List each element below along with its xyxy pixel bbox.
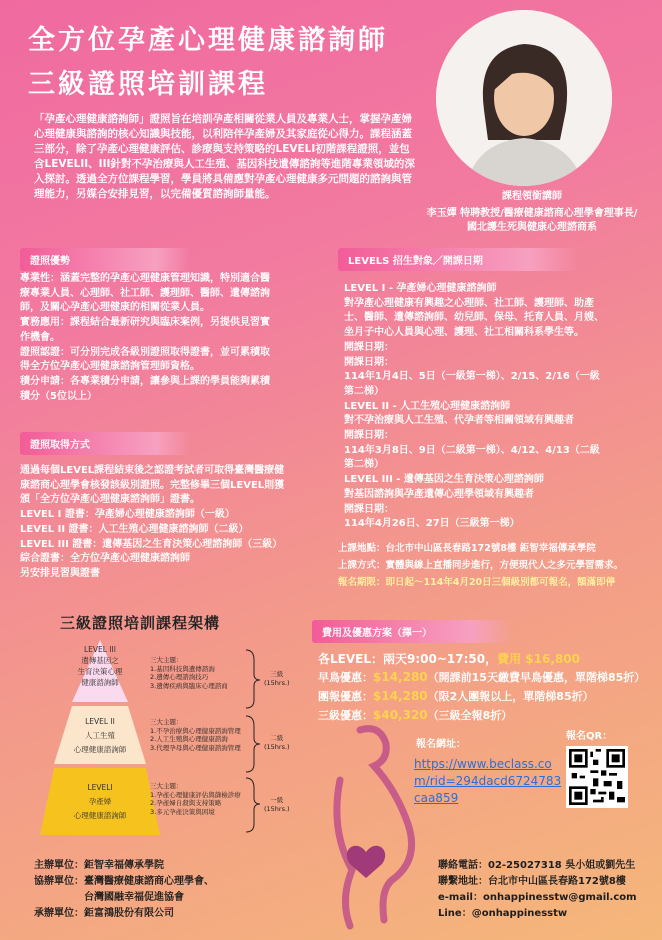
main-title: 全方位孕產心理健康諮詢師 [28, 25, 388, 56]
instructor-name: 李玉嬋 特聘教授/醫療健康諮商心理學會理事長/ [426, 207, 638, 219]
levels-heading: LEVELS 招生對象／開課日期 [338, 248, 578, 271]
register-link[interactable]: https://www.beclass.co m/rid=294dacd6724783 caa859 [414, 757, 562, 805]
qr-label: 報名QR： [566, 731, 613, 742]
pyramid-title: 三級證照培訓課程架構 [60, 614, 221, 632]
portrait-icon [436, 10, 612, 186]
tier-2-hours: 二級 (15hrs.) [264, 734, 290, 751]
pyramid [40, 640, 160, 835]
advantages-heading: 證照優勢 [20, 248, 190, 271]
intro-paragraph: 「孕產心理健康諮詢師」證照旨在培訓孕產相關從業人員及專業人士，掌握孕產婦心理健康與諮詢的核心知識與技能，以利陪伴孕產婦及其家庭從心得力。課程涵蓋三部分，除了孕產心理健康評估、診療與支持策略的LEVELI初階課程證照，並包含LEVELII、III針對不孕治療與人工生殖、基因科技遺傳諮詢等進階專業領域的深入探討。透過全方位課程學習，學員將具備應對孕產心理健康多元問題的諮詢與管理能力，另媒合安排見習，以完備優質諮詢師量能。 [34, 113, 415, 200]
tier-1-label: LEVELI 孕產婦 心理健康諮詢師 [73, 783, 127, 820]
instructor-block [412, 190, 652, 236]
levels-list: LEVEL I - 孕產婦心理健康諮詢師 對孕產心理健康有興趣之心理師、社工師、護理師、助產 士、醫師、遺傳諮詢師、幼兒師、保母、托育人員、月嫂、 坐月子中心人員與心理、護理、社工相關科系學生等。 開課日期： 開課日期： 114年1月4日、5日（一級第一梯）、2/15、2/16（一級 第二梯） LEVEL II - 人工生殖心理健康諮詢師 對不孕治療與人工生殖、代孕者等相關領域有興趣者 開課日期： 114年3月8日、9日（二級第一梯）、4/12、4/13（二級 第二梯） LEVEL III - 遺傳基因之生育決策心理諮詢師 對基因諮詢與孕產遺傳心理學領域有興趣者 開課日期： 114年4月26日、27日（三級第一梯） [344, 283, 604, 530]
sub-title: 三級證照培訓課程 [28, 69, 268, 100]
registration-qr-code[interactable] [566, 746, 628, 808]
register-url-label: 報名網址： [416, 739, 466, 750]
footer-contact: 聯絡電話：02-25027318 吳小姐或劉先生 聯繫地址：台北市中山區長春路172號8樓 e-mail：onhappinesstw@gmail.com Line：@onhappinesstw [438, 860, 637, 919]
instructor-org: 國北護生死與健康心理諮商系 [467, 222, 597, 234]
method-heading: 證照取得方式 [20, 432, 190, 455]
fees-heading: 費用及優惠方案（擇一） [312, 620, 512, 643]
qr-code-icon [569, 749, 625, 805]
fee-line-three-level: 三級優惠：$40,320（三級全報8折） [318, 708, 513, 722]
tier-3-hours: 三級 (15hrs.) [264, 670, 290, 687]
method-list: 通過每個LEVEL課程結束後之認證考試者可取得臺灣醫療健 康諮商心理學會核發該級別證照。完整修畢三個LEVEL則獲 頒「全方位孕產心理健康諮詢師」證書。 LEVEL I 證書：孕產婦心理健康諮詢師（一級） LEVEL II 證書：人工生殖心理健康諮詢師（二級） LEVEL III 證書：遺傳基因之生育決策心理諮詢師（三級） 綜合證書：全方位孕產心理健康諮詢師 另安排見習與證書 [20, 465, 285, 579]
tier-1-bullets: 三大主題： 1.孕產心理健康評估與篩檢診療 2.孕產婦自殺與支持策略 3.多元孕產決策與困境 [150, 782, 241, 816]
instructor-role: 課程領銜講師 [502, 191, 562, 202]
bracket-lines [244, 648, 264, 838]
fee-line-group: 團報優惠：$14,280（限2人團報以上，單階梯85折） [318, 689, 594, 703]
venue-text: 上課地點：台北市中山區長春路172號8樓 鉅智幸福傳承學院 [338, 543, 596, 554]
mode-text: 上課方式：實體與線上直播同步進行，方便現代人之多元學習需求。 [338, 560, 624, 571]
fee-line-early: 早鳥優惠：$14,280（開課前15天繳費早鳥優惠，單階梯85折） [318, 670, 646, 684]
tier-2-bullets: 三大主題： 1.不孕治療與心理健康諮詢管理 2.人工生殖與心理健康諮詢 3.代理孕母與心理健康諮詢管理 [150, 718, 241, 752]
fees-list [318, 650, 662, 725]
tier-3-bullets: 三大主題： 1.基因科技與遺傳諮詢 2.遺傳心理諮詢技巧 3.遺傳疾病與臨床心理諮商 [150, 656, 228, 690]
tier-3-label: LEVEL III 遺傳基因之 生育決策心理 健康諮詢師 [77, 645, 123, 687]
fee-line-standard: 各LEVEL：兩天9:00~17:50，費用 $16,800 [318, 652, 580, 666]
advantages-list: 專業性：涵蓋完整的孕產心理健康管理知識，特別適合醫 療專業人員、心理師、社工師、護理師、醫師、遺傳諮詢 師，及關心孕產心理健康的相關從業人員。 實務應用：課程結合最新研究與臨床案例，另提供見習實 作機會。 證照認證：可分別完成各級別證照取得證書，並可累積取 得全方位孕產心理健康諮詢管理師資格。 積分申請：各專業積分申請，讓參與上課的學員能夠累積 積分（5位以上） [20, 273, 270, 402]
footer-organizers: 主辦單位：鉅智幸福傳承學院 協辦單位：臺灣醫療健康諮商心理學會、 台灣國融幸福促進協會 承辦單位：鉅富鴻股份有限公司 [34, 860, 214, 919]
instructor-photo [436, 10, 612, 186]
tier-1-hours: 一級 (15hrs.) [264, 796, 290, 813]
tier-2-label: LEVEL II 人工生殖 心理健康諮詢師 [73, 717, 127, 754]
deadline-text: 報名期限：即日起～114年4月20日三個級別都可報名，額滿即停 [338, 577, 616, 588]
